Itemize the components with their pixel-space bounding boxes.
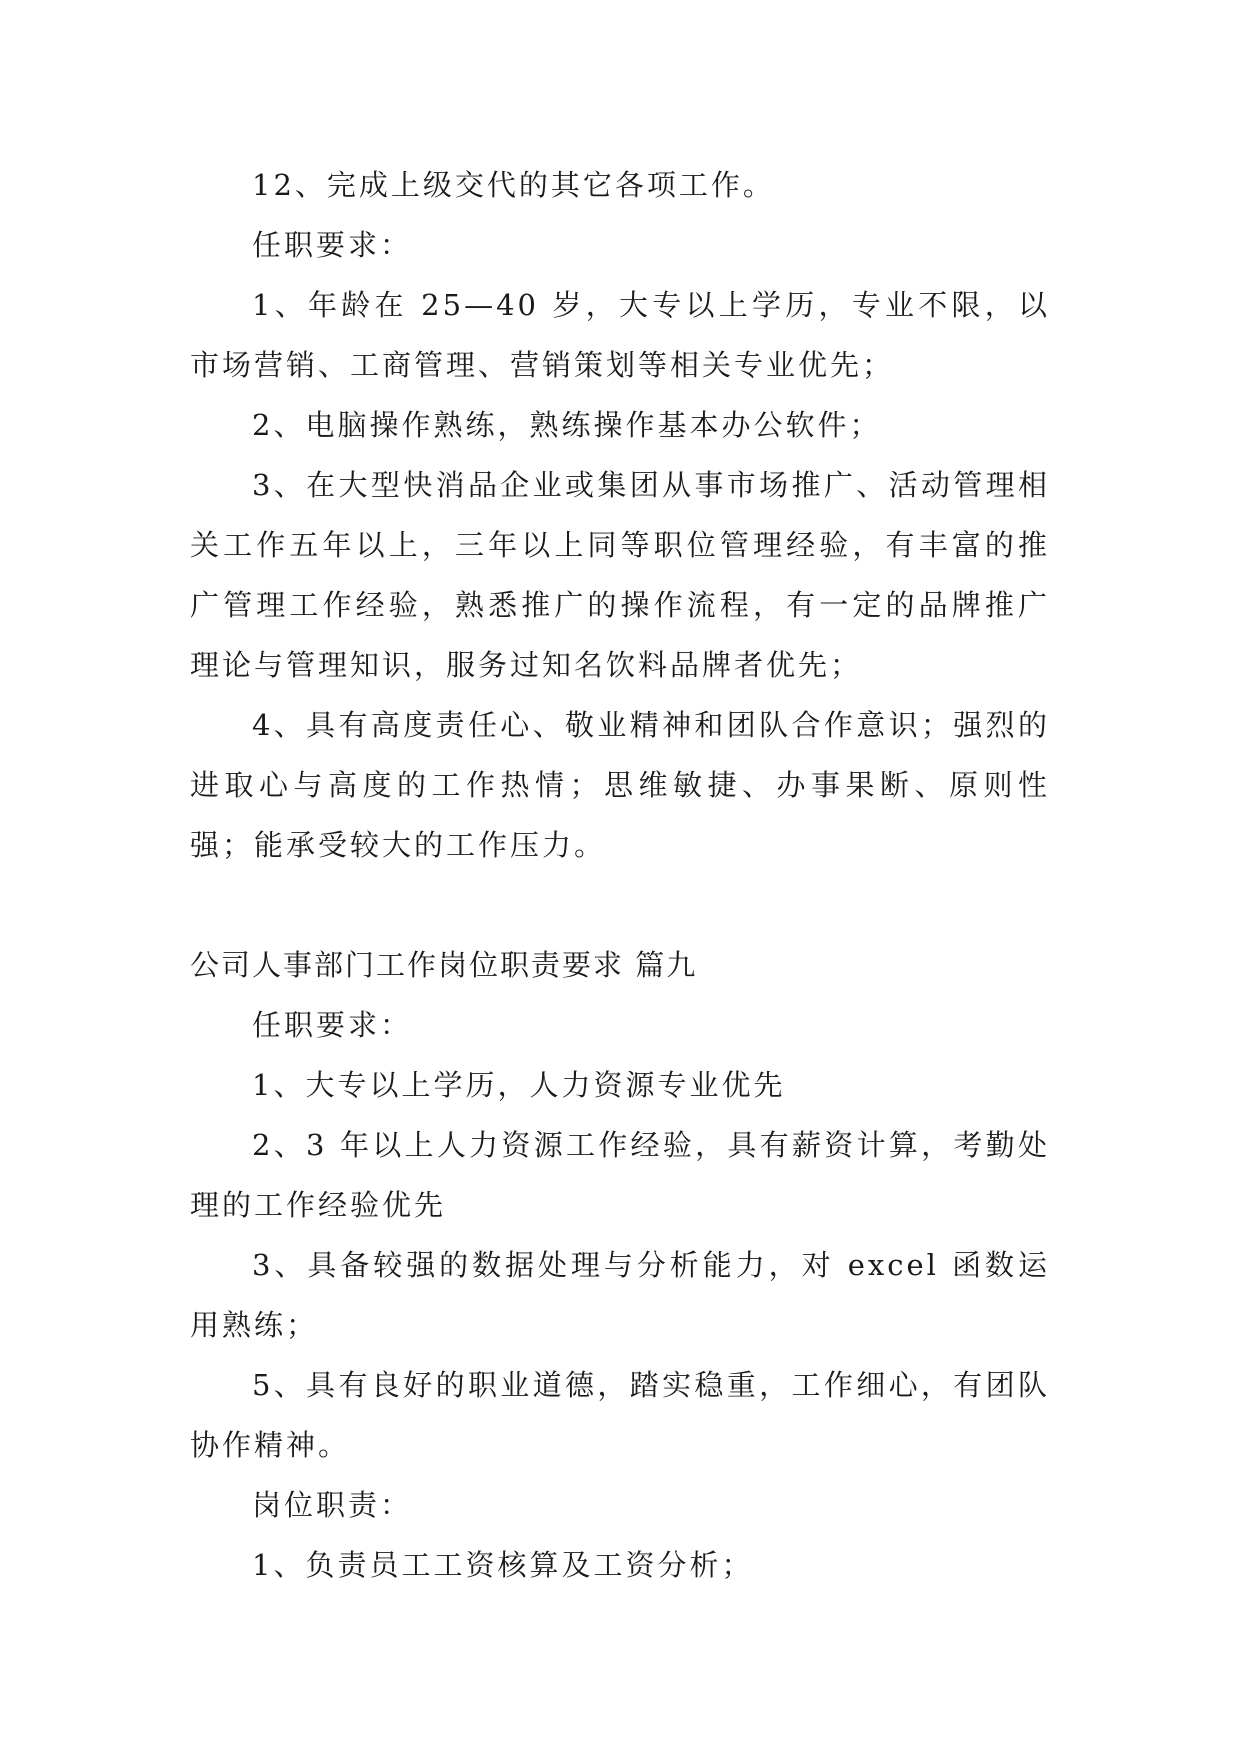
requirement-2-5: 5、具有良好的职业道德，踏实稳重，工作细心，有团队协作精神。 [190, 1368, 1050, 1462]
paragraph-item-12: 12、完成上级交代的其它各项工作。 [252, 168, 775, 202]
requirement-1: 1、年龄在 25—40 岁，大专以上学历，专业不限，以市场营销、工商管理、营销策划等相关专业优先； [190, 288, 1050, 382]
requirement-2: 2、电脑操作熟练，熟练操作基本办公软件； [252, 408, 882, 442]
document-body [190, 155, 1050, 1595]
requirements-heading-2: 任职要求： [252, 1008, 413, 1042]
requirement-2-2: 2、3 年以上人力资源工作经验，具有薪资计算，考勤处理的工作经验优先 [190, 1128, 1050, 1222]
requirement-2-1: 1、大专以上学历，人力资源专业优先 [252, 1068, 786, 1102]
requirement-2-3: 3、具备较强的数据处理与分析能力，对 excel 函数运用熟练； [190, 1248, 1050, 1342]
requirement-3: 3、在大型快消品企业或集团从事市场推广、活动管理相关工作五年以上，三年以上同等职位管理经验，有丰富的推广管理工作经验，熟悉推广的操作流程，有一定的品牌推广理论与管理知识，服务过知名饮料品牌者优先； [190, 468, 1050, 682]
duties-heading: 岗位职责： [252, 1488, 413, 1522]
section-title: 公司人事部门工作岗位职责要求 篇九 [190, 948, 698, 982]
requirement-4: 4、具有高度责任心、敬业精神和团队合作意识；强烈的进取心与高度的工作热情；思维敏捷、办事果断、原则性强；能承受较大的工作压力。 [190, 708, 1050, 862]
duty-1: 1、负责员工工资核算及工资分析； [252, 1548, 754, 1582]
requirements-heading: 任职要求： [252, 228, 413, 262]
